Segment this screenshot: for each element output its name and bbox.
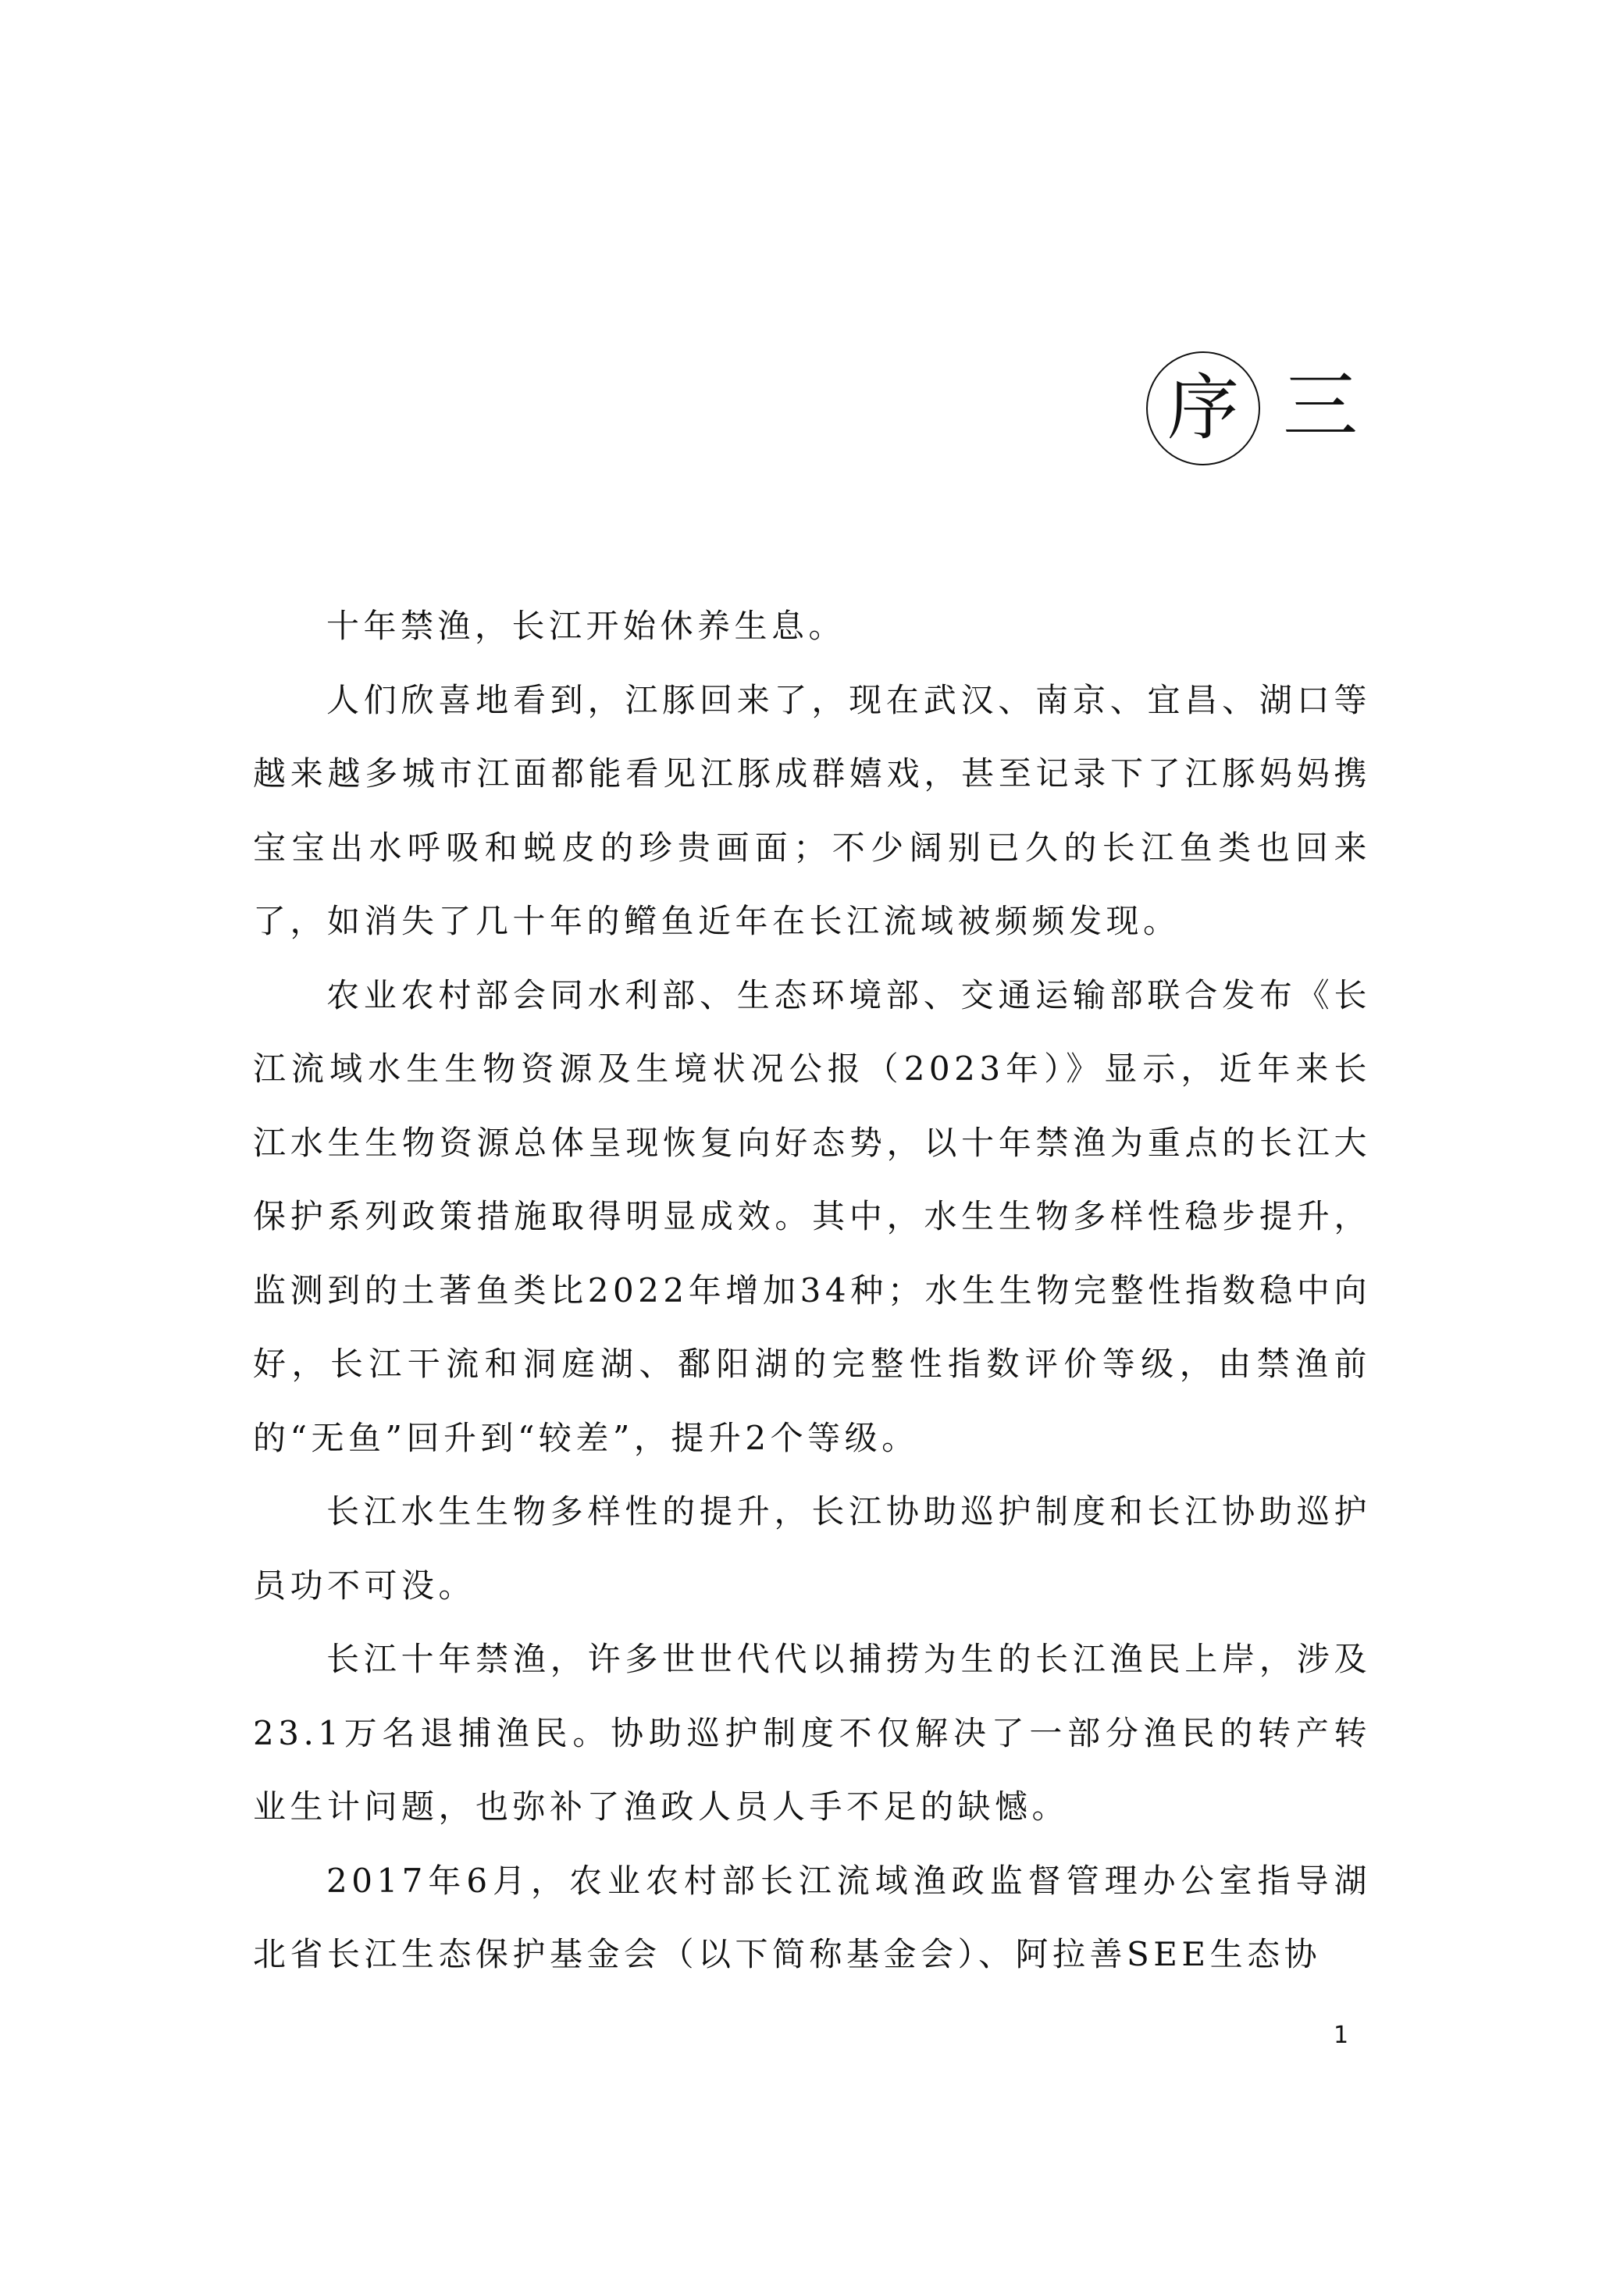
body-text bbox=[253, 590, 1371, 1992]
heading-circled-char: 序 bbox=[1146, 351, 1260, 465]
page-number: 1 bbox=[1334, 2022, 1349, 2049]
paragraph: 人们欣喜地看到，江豚回来了，现在武汉、南京、宜昌、湖口等越来越多城市江面都能看见江豚成群嬉戏，甚至记录下了江豚妈妈携宝宝出水呼吸和蜕皮的珍贵画面；不少阔别已久的长江鱼类也回来了，如消失了几十年的鳤鱼近年在长江流域被频频发现。 bbox=[253, 680, 1371, 940]
paragraph: 长江水生生物多样性的提升，长江协助巡护制度和长江协助巡护员功不可没。 bbox=[253, 1492, 1371, 1605]
paragraph: 农业农村部会同水利部、生态环境部、交通运输部联合发布《长江流域水生生物资源及生境状况公报（2023年）》显示，近年来长江水生生物资源总体呈现恢复向好态势，以十年禁渔为重点的长江大保护系列政策措施取得明显成效。其中，水生生物多样性稳步提升，监测到的土著鱼类比2022年增加34种；水生生物完整性指数稳中向好，长江干流和洞庭湖、鄱阳湖的完整性指数评价等级，由禁渔前的“无鱼”回升到“较差”，提升2个等级。 bbox=[253, 975, 1371, 1457]
paragraph: 长江十年禁渔，许多世世代代以捕捞为生的长江渔民上岸，涉及23.1万名退捕渔民。协助巡护制度不仅解决了一部分渔民的转产转业生计问题，也弥补了渔政人员人手不足的缺憾。 bbox=[253, 1640, 1371, 1826]
paragraph: 2017年6月，农业农村部长江流域渔政监督管理办公室指导湖北省长江生态保护基金会（以下简称基金会）、阿拉善SEE生态协 bbox=[253, 1861, 1371, 1973]
section-heading bbox=[1146, 351, 1380, 469]
heading-second-char: 三 bbox=[1283, 362, 1358, 450]
paragraph: 十年禁渔，长江开始休养生息。 bbox=[326, 607, 846, 645]
